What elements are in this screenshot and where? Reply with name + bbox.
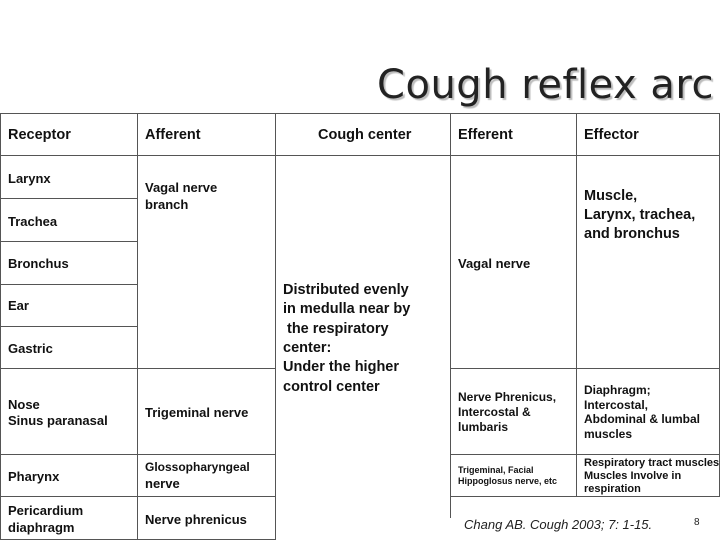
efferent-phrenicus-line1: Nerve Phrenicus, <box>458 390 557 404</box>
page-number: 8 <box>694 517 700 528</box>
row-line-nose-right <box>450 454 720 455</box>
table-divider-afferent <box>275 113 276 540</box>
afferent-vagal-line1: Vagal nerve <box>145 180 218 195</box>
receptor-bronchus: Bronchus <box>8 256 69 271</box>
receptor-gastric: Gastric <box>8 341 53 356</box>
effector-resp-line3: respiration <box>584 483 641 495</box>
effector-diaphragm-line1: Diaphragm; <box>584 383 651 397</box>
receptor-larynx: Larynx <box>8 171 51 186</box>
efferent-trigeminal-line2: Hippoglosus nerve, etc <box>458 476 558 486</box>
row-line-pharynx-right <box>450 496 720 497</box>
effector-muscle-line1: Muscle, <box>584 188 638 204</box>
effector-muscle-line3: and bronchus <box>584 226 680 242</box>
afferent-trigeminal: Trigeminal nerve <box>145 405 249 420</box>
efferent-trigeminal-line1: Trigeminal, Facial <box>458 465 534 475</box>
afferent-glosso-line1: Glossopharyngeal <box>145 460 250 474</box>
header-cough-center: Cough center <box>318 127 412 143</box>
receptor-diaphragm: diaphragm <box>8 520 75 535</box>
effector-diaphragm-line4: muscles <box>584 427 633 441</box>
receptor-sinus: Sinus paranasal <box>8 413 108 428</box>
center-line4: center: <box>283 340 332 356</box>
table-divider-receptor <box>137 113 138 540</box>
receptor-pericardium: Pericardium <box>8 503 84 518</box>
row-line-ear <box>0 326 137 327</box>
center-line1: Distributed evenly <box>283 282 409 298</box>
row-line-gastric-left <box>0 368 275 369</box>
header-effector: Effector <box>584 127 639 143</box>
center-line5: Under the higher <box>283 359 400 375</box>
row-line-trachea <box>0 241 137 242</box>
slide-title: Cough reflex arc <box>377 62 714 108</box>
center-line2: in medulla near by <box>283 301 411 317</box>
effector-resp-line2: Muscles Involve in <box>584 470 682 482</box>
afferent-vagal-line2: branch <box>145 197 189 212</box>
effector-diaphragm-line3: Abdominal & lumbal <box>584 412 701 426</box>
center-line3: the respiratory <box>287 321 389 337</box>
table-divider-center <box>450 113 451 518</box>
receptor-trachea: Trachea <box>8 214 58 229</box>
row-line-larynx <box>0 198 137 199</box>
citation: Chang AB. Cough 2003; 7: 1-15. <box>464 517 653 532</box>
table-divider-efferent <box>576 113 577 496</box>
receptor-ear: Ear <box>8 298 29 313</box>
header-afferent: Afferent <box>145 127 201 143</box>
efferent-phrenicus-line2: Intercostal & <box>458 405 531 419</box>
header-receptor: Receptor <box>8 127 71 143</box>
efferent-phrenicus-line3: lumbaris <box>458 420 509 434</box>
table-header-bottom <box>0 155 720 156</box>
receptor-pharynx: Pharynx <box>8 469 60 484</box>
table-border-top <box>0 113 720 114</box>
efferent-vagal: Vagal nerve <box>458 256 531 271</box>
afferent-glosso-line2: nerve <box>145 476 180 491</box>
effector-muscle-line2: Larynx, trachea, <box>584 207 696 223</box>
effector-diaphragm-line2: Intercostal, <box>584 398 649 412</box>
effector-resp-line1: Respiratory tract muscles <box>584 457 720 469</box>
row-line-bronchus <box>0 284 137 285</box>
center-line6: control center <box>283 379 380 395</box>
row-line-pharynx-left <box>0 496 275 497</box>
row-line-nose-left <box>0 454 275 455</box>
row-line-gastric-right <box>450 368 720 369</box>
receptor-nose: Nose <box>8 397 40 412</box>
afferent-phrenicus: Nerve phrenicus <box>145 512 247 527</box>
header-efferent: Efferent <box>458 127 513 143</box>
